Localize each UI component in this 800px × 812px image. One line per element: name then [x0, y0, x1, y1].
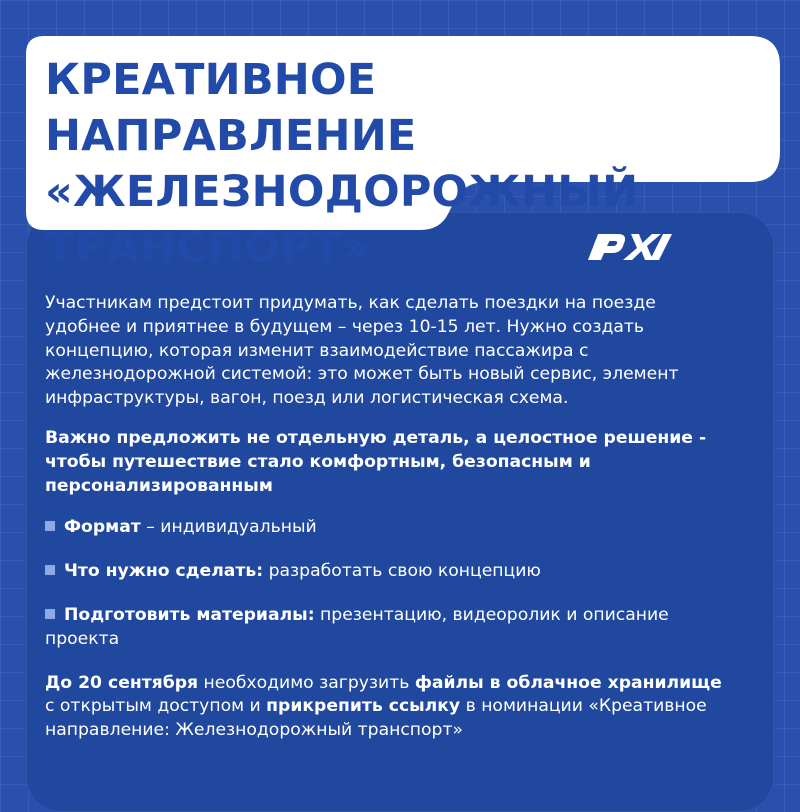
deadline-text-1: необходимо загрузить — [198, 672, 415, 693]
bullet-label: Подготовить материалы: — [64, 604, 315, 625]
list-item — [45, 560, 735, 584]
square-bullet-icon — [45, 565, 55, 575]
deadline-storage: файлы в облачное хранилище — [414, 672, 722, 693]
body-text — [45, 292, 735, 743]
bullet-text: разработать свою концепцию — [263, 561, 541, 582]
title-line-2: «ЖЕЛЕЗНОДОРОЖНЫЙ — [45, 167, 639, 217]
square-bullet-icon — [45, 521, 55, 531]
title-line-3: ТРАНСПОРТ» — [45, 223, 370, 273]
bullet-label: Формат — [64, 517, 141, 538]
deadline-link: прикрепить ссылку — [266, 696, 461, 717]
title-banner — [0, 0, 800, 273]
deadline-text-2: с открытым доступом и — [45, 696, 267, 717]
bullet-text: презентацию, видеоролик и описание проекта — [45, 604, 669, 649]
deadline-text-3: в номинации «Креативное направление: Железнодорожный транспорт» — [45, 696, 707, 741]
deadline-date: До 20 сентября — [45, 672, 199, 693]
title-line-1: КРЕАТИВНОЕ НАПРАВЛЕНИЕ — [45, 55, 417, 161]
bullet-label: Что нужно сделать: — [64, 561, 264, 582]
list-item — [45, 516, 735, 540]
square-bullet-icon — [45, 609, 55, 619]
emphasis-paragraph: Важно предложить не отдельную деталь, а целостное решение - чтобы путешествие стало комфортным, безопасным и персонализированным — [45, 427, 707, 496]
deadline-paragraph — [45, 672, 735, 743]
rzd-logo-icon — [586, 226, 674, 268]
bullet-text: – индивидуальный — [140, 517, 317, 538]
intro-paragraph: Участникам предстоит придумать, как сделать поездки на поезде удобнее и приятнее в будущем – через 10-15 лет. Нужно создать концепцию, которая изменит взаимодействие пассажира с железнодорожной системой: это может быть новый сервис, элемент инфраструктуры, вагон, поезд или логистическая схема. — [45, 293, 679, 409]
list-item — [45, 604, 735, 652]
